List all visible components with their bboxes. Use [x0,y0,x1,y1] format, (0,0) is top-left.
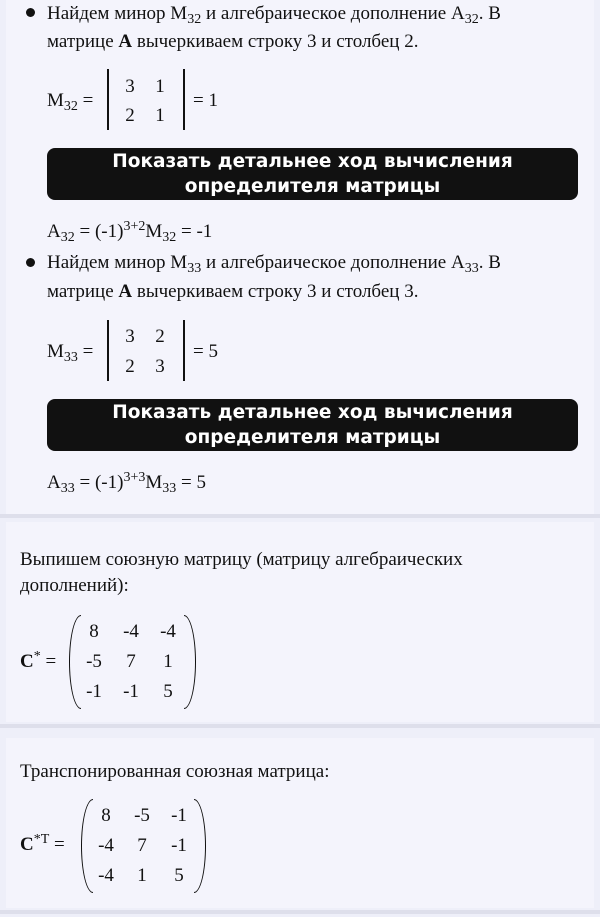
transposed-text: Транспонированная союзная матрица: [20,761,330,782]
matrix-cell: -1 [86,681,102,702]
matrix-cell: -4 [98,835,114,856]
minor33-label: $M_{33}$ = [47,341,94,365]
minor33-line2: матрице A вычеркиваем строку 3 и столбец 3. [47,281,419,302]
minor33-result: = 5 [193,341,218,362]
determinant-bar-right [183,69,185,130]
bullet-icon [26,258,35,267]
matrix-cell: -1 [171,835,187,856]
show-determinant-details-button[interactable]: Показать детальнее ход вычисления определителя матрицы [47,399,578,451]
matrix-cell: -4 [123,621,139,642]
matrix-cell: -5 [134,805,150,826]
matrix-cell: 7 [126,651,136,672]
minor32-label: $M_{32}$ = [47,90,94,114]
section-divider [0,724,600,728]
section-divider [0,514,600,518]
matrix-cell: 2 [155,326,165,347]
matrix-cell: -1 [123,681,139,702]
matrix-cell: 3 [125,326,135,347]
matrix-cell: -1 [171,805,187,826]
show-determinant-details-button[interactable]: Показать детальнее ход вычисления определителя матрицы [47,148,578,200]
matrix-cell: 5 [174,865,184,886]
bullet-icon [26,8,35,17]
minor32-line1: Найдем минор $M_{32}$ и алгебраическое дополнение $A_{32}$. В [47,3,501,27]
section-divider [0,910,600,914]
matrix-cell: 1 [163,651,173,672]
minor33-line1: Найдем минор $M_{33}$ и алгебраическое дополнение $A_{33}$. В [47,252,501,276]
matrix-cell: 2 [125,105,135,126]
determinant-bar-left [107,69,109,130]
matrix-cell: 8 [101,805,111,826]
matrix-cell: 3 [125,76,135,97]
adjugate-text-line2: дополнений): [20,575,129,596]
matrix-cell: 1 [137,865,147,886]
matrix-cell: -4 [98,865,114,886]
cofactor32-formula: $A_{32} = (-1)^{3+2}M_{32} = -1$ [47,219,213,245]
adjugate-text-line1: Выпишем союзную матрицу (матрицу алгебраических [20,549,463,570]
matrix-cell: 2 [125,356,135,377]
matrix-cell: 8 [89,621,99,642]
matrix-cell: 3 [155,356,165,377]
minor32-line2: матрице A вычеркиваем строку 3 и столбец 2. [47,31,419,52]
transposed-label: $C^{*T}$ = [20,832,65,855]
matrix-cell: 7 [137,835,147,856]
adjugate-label: C* = [20,649,57,672]
matrix-cell: 5 [163,681,173,702]
determinant-bar-right [183,320,185,381]
cofactor33-formula: $A_{33} = (-1)^{3+3}M_{33} = 5$ [47,470,206,496]
minor32-result: = 1 [193,90,218,111]
matrix-cell: -4 [160,621,176,642]
matrix-cell: -5 [86,651,102,672]
matrix-cell: 1 [155,105,165,126]
determinant-bar-left [107,320,109,381]
matrix-cell: 1 [155,76,165,97]
